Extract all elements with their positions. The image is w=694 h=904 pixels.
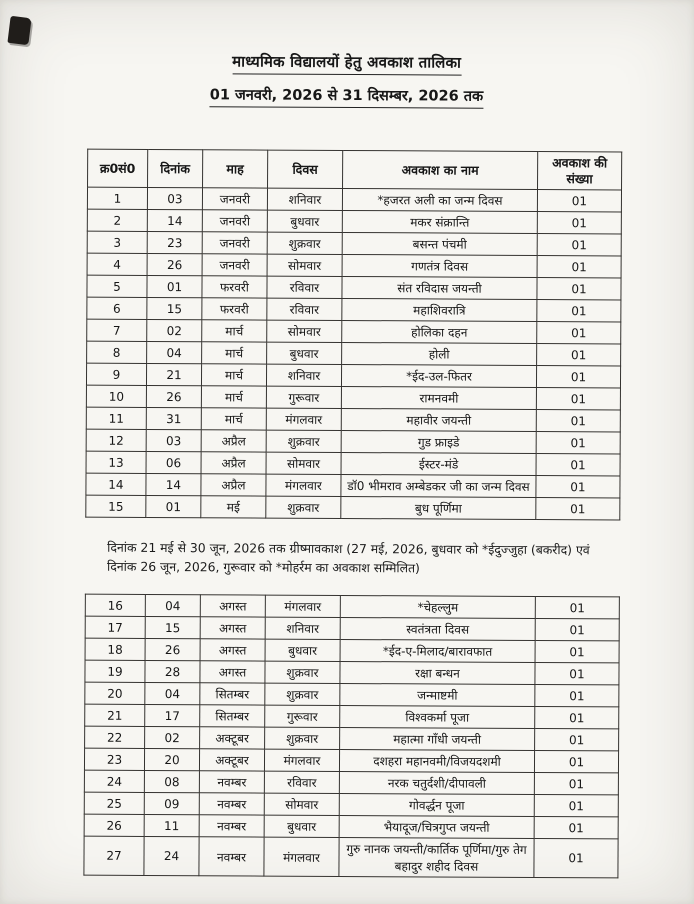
holiday-row xyxy=(87,209,621,234)
holiday-name-cell: होली xyxy=(342,342,537,365)
count-cell: 01 xyxy=(534,751,618,773)
month-cell: अप्रैल xyxy=(201,452,266,474)
holiday-name-cell: नरक चतुर्दशी/दीपावली xyxy=(339,772,534,795)
month-cell: जनवरी xyxy=(202,254,267,276)
month-cell: अगस्त xyxy=(200,661,265,683)
serial-cell: 2 xyxy=(87,209,147,231)
holiday-name-cell: *ईद-उल-फितर xyxy=(341,364,536,387)
month-cell: नवम्बर xyxy=(199,837,264,876)
date-cell: 21 xyxy=(146,363,201,385)
header-row xyxy=(88,149,622,190)
serial-cell: 15 xyxy=(86,495,146,517)
count-cell: 01 xyxy=(536,365,620,387)
serial-cell: 7 xyxy=(87,319,147,341)
count-cell: 01 xyxy=(537,233,621,255)
count-cell: 01 xyxy=(536,431,620,453)
serial-cell: 26 xyxy=(84,815,144,837)
month-cell: अक्टूबर xyxy=(200,727,265,749)
holiday-row xyxy=(87,187,621,212)
day-cell: रविवार xyxy=(267,298,342,320)
holiday-row xyxy=(87,253,621,278)
day-cell: शुक्रवार xyxy=(266,496,341,518)
holiday-name-cell: विश्वकर्मा पूजा xyxy=(340,706,535,729)
day-cell: बुधवार xyxy=(264,816,339,838)
holiday-name-cell: स्वतंत्रता दिवस xyxy=(340,618,535,641)
serial-cell: 24 xyxy=(84,771,144,793)
day-cell: सोमवार xyxy=(266,452,341,474)
month-cell: सितम्बर xyxy=(200,705,265,727)
serial-cell: 1 xyxy=(87,187,147,209)
document-subtitle: 01 जनवरी, 2026 से 31 दिसम्बर, 2026 तक xyxy=(0,76,694,110)
holiday-name-cell: ईस्टर-मंडे xyxy=(341,452,536,475)
holiday-name-cell: बुध पूर्णिमा xyxy=(341,496,536,519)
count-cell: 01 xyxy=(535,685,619,707)
holiday-row xyxy=(84,771,618,796)
holiday-row xyxy=(87,231,621,256)
day-cell: शुक्रवार xyxy=(265,728,340,750)
holiday-name-cell: गुरु नानक जयन्ती/कार्तिक पूर्णिमा/गुरु तेग बहादुर शहीद दिवस xyxy=(339,838,534,878)
day-cell: शुक्रवार xyxy=(265,684,340,706)
holiday-table-part2 xyxy=(83,594,619,879)
count-cell: 01 xyxy=(536,453,620,475)
count-cell: 01 xyxy=(536,387,620,409)
serial-cell: 16 xyxy=(85,595,145,617)
serial-cell: 21 xyxy=(85,705,145,727)
month-cell: मार्च xyxy=(201,386,266,408)
date-cell: 01 xyxy=(147,275,202,297)
day-cell: गुरूवार xyxy=(265,706,340,728)
date-cell: 14 xyxy=(147,209,202,231)
holiday-row xyxy=(85,595,619,620)
month-cell: अगस्त xyxy=(200,639,265,661)
holiday-name-cell: *चेहल्लुम xyxy=(340,596,535,619)
date-cell: 17 xyxy=(145,705,200,727)
day-cell: मंगलवार xyxy=(264,750,339,772)
holiday-table-header xyxy=(88,149,622,190)
date-cell: 24 xyxy=(144,837,199,876)
month-cell: जनवरी xyxy=(202,232,267,254)
holiday-row xyxy=(86,473,620,498)
date-cell: 02 xyxy=(145,727,200,749)
holiday-name-cell: *हजरत अली का जन्म दिवस xyxy=(342,188,537,211)
count-cell: 01 xyxy=(537,190,621,212)
count-cell: 01 xyxy=(534,795,618,817)
summer-vacation-note: दिनांक 21 मई से 30 जून, 2026 तक ग्रीष्मावकाश (27 मई, 2026, बुधवार को *ईदुज्जुहा (बकरीद) एवं दिनांक 26 जून, 2026, गुरूवार को *मोहर्रम का अवकाश सम्मिलित) xyxy=(106,539,590,576)
date-cell: 26 xyxy=(145,639,200,661)
day-cell: शुक्रवार xyxy=(266,430,341,452)
day-cell: शुक्रवार xyxy=(265,662,340,684)
holiday-row xyxy=(84,793,618,818)
day-cell: शनिवार xyxy=(265,618,340,640)
holiday-rows-part2 xyxy=(84,595,619,879)
date-cell: 26 xyxy=(146,385,201,407)
serial-cell: 27 xyxy=(84,837,144,876)
month-cell: मई xyxy=(201,496,266,518)
date-cell: 11 xyxy=(144,815,199,837)
month-cell: जनवरी xyxy=(202,210,267,232)
count-cell: 01 xyxy=(535,641,619,663)
holiday-row xyxy=(84,749,618,774)
holiday-rows-part1 xyxy=(86,187,622,520)
holiday-row xyxy=(85,617,619,642)
holiday-row xyxy=(85,639,619,664)
serial-cell: 4 xyxy=(87,253,147,275)
holiday-row xyxy=(87,297,621,322)
holiday-name-cell: महात्मा गाँधी जयन्ती xyxy=(340,728,535,751)
serial-cell: 17 xyxy=(85,617,145,639)
day-cell: मंगलवार xyxy=(265,596,340,618)
date-cell: 04 xyxy=(147,341,202,363)
day-cell: बुधवार xyxy=(267,342,342,364)
count-cell: 01 xyxy=(535,597,619,619)
holiday-name-cell: गुड फ्राइडे xyxy=(341,430,536,453)
holiday-name-cell: मकर संक्रान्ति xyxy=(342,210,537,233)
holiday-name-cell: महावीर जयन्ती xyxy=(341,408,536,431)
day-cell: बुधवार xyxy=(265,640,340,662)
day-cell: मंगलवार xyxy=(266,408,341,430)
serial-cell: 19 xyxy=(85,661,145,683)
date-cell: 26 xyxy=(147,253,202,275)
day-cell: मंगलवार xyxy=(266,474,341,496)
month-cell: फरवरी xyxy=(202,298,267,320)
header-date: दिनांक xyxy=(148,149,203,187)
month-cell: अगस्त xyxy=(200,595,265,617)
document-title: माध्यमिक विद्यालयों हेतु अवकाश तालिका xyxy=(232,51,461,75)
date-cell: 01 xyxy=(146,495,201,517)
month-cell: सितम्बर xyxy=(200,683,265,705)
holiday-row xyxy=(86,363,620,388)
serial-cell: 22 xyxy=(85,727,145,749)
month-cell: मार्च xyxy=(201,408,266,430)
count-cell: 01 xyxy=(534,773,618,795)
holiday-name-cell: भैयादूज/चित्रगुप्त जयन्ती xyxy=(339,816,534,839)
header-serial: क्र0सं0 xyxy=(88,149,148,187)
day-cell: शुक्रवार xyxy=(267,232,342,254)
header-month: माह xyxy=(203,150,268,188)
date-cell: 08 xyxy=(144,771,199,793)
serial-cell: 12 xyxy=(86,429,146,451)
date-cell: 15 xyxy=(147,297,202,319)
title-block xyxy=(0,50,694,110)
date-cell: 28 xyxy=(145,661,200,683)
serial-cell: 25 xyxy=(84,793,144,815)
serial-cell: 8 xyxy=(87,341,147,363)
holiday-name-cell: रामनवमी xyxy=(341,386,536,409)
holiday-row xyxy=(85,683,619,708)
holiday-row xyxy=(86,495,620,520)
holiday-row xyxy=(87,341,621,366)
date-cell: 09 xyxy=(144,793,199,815)
month-cell: अगस्त xyxy=(200,617,265,639)
day-cell: बुधवार xyxy=(267,210,342,232)
day-cell: सोमवार xyxy=(267,320,342,342)
serial-cell: 10 xyxy=(86,385,146,407)
holiday-row xyxy=(85,661,619,686)
holiday-row xyxy=(84,837,618,879)
holiday-row xyxy=(86,429,620,454)
holiday-name-cell: गणतंत्र दिवस xyxy=(342,254,537,277)
holiday-table-part1 xyxy=(85,149,622,521)
date-cell: 23 xyxy=(147,231,202,253)
serial-cell: 5 xyxy=(87,275,147,297)
month-cell: मार्च xyxy=(201,364,266,386)
holiday-row xyxy=(86,385,620,410)
month-cell: अप्रैल xyxy=(201,430,266,452)
date-cell: 02 xyxy=(147,319,202,341)
header-holiday-name: अवकाश का नाम xyxy=(343,150,538,189)
count-cell: 01 xyxy=(537,343,621,365)
month-cell: अक्टूबर xyxy=(199,749,264,771)
count-cell: 01 xyxy=(537,277,621,299)
holiday-name-cell: महाशिवरात्रि xyxy=(342,298,537,321)
day-cell: मंगलवार xyxy=(264,838,339,877)
serial-cell: 11 xyxy=(86,407,146,429)
day-cell: शनिवार xyxy=(267,188,342,210)
date-cell: 03 xyxy=(146,429,201,451)
holiday-row xyxy=(87,275,621,300)
holiday-name-cell: बसन्त पंचमी xyxy=(342,232,537,255)
holiday-name-cell: होलिका दहन xyxy=(342,320,537,343)
holiday-name-cell: जन्माष्टमी xyxy=(340,684,535,707)
holiday-name-cell: संत रविदास जयन्ती xyxy=(342,276,537,299)
day-cell: सोमवार xyxy=(264,794,339,816)
count-cell: 01 xyxy=(536,475,620,497)
month-cell: जनवरी xyxy=(202,188,267,210)
month-cell: नवम्बर xyxy=(199,793,264,815)
holiday-name-cell: *ईद-ए-मिलाद/बारावफात xyxy=(340,640,535,663)
holiday-name-cell: रक्षा बन्धन xyxy=(340,662,535,685)
day-cell: रविवार xyxy=(264,772,339,794)
holiday-row xyxy=(85,727,619,752)
holiday-name-cell: दशहरा महानवमी/विजयदशमी xyxy=(339,750,534,773)
count-cell: 01 xyxy=(535,663,619,685)
date-cell: 14 xyxy=(146,473,201,495)
count-cell: 01 xyxy=(535,729,619,751)
count-cell: 01 xyxy=(536,497,620,519)
count-cell: 01 xyxy=(536,409,620,431)
day-cell: सोमवार xyxy=(267,254,342,276)
header-holiday-count: अवकाश की संख्या xyxy=(538,152,622,190)
month-cell: मार्च xyxy=(202,320,267,342)
date-cell: 20 xyxy=(144,749,199,771)
month-cell: फरवरी xyxy=(202,276,267,298)
date-cell: 04 xyxy=(145,683,200,705)
count-cell: 01 xyxy=(537,211,621,233)
serial-cell: 14 xyxy=(86,473,146,495)
holiday-name-cell: गोवर्द्धन पूजा xyxy=(339,794,534,817)
header-day: दिवस xyxy=(268,150,343,188)
date-cell: 04 xyxy=(145,595,200,617)
date-cell: 03 xyxy=(147,187,202,209)
serial-cell: 20 xyxy=(85,683,145,705)
serial-cell: 23 xyxy=(84,749,144,771)
serial-cell: 18 xyxy=(85,639,145,661)
holiday-row xyxy=(86,407,620,432)
count-cell: 01 xyxy=(535,707,619,729)
count-cell: 01 xyxy=(537,255,621,277)
day-cell: गुरूवार xyxy=(266,386,341,408)
date-cell: 15 xyxy=(145,617,200,639)
serial-cell: 6 xyxy=(87,297,147,319)
month-cell: मार्च xyxy=(202,342,267,364)
holiday-row xyxy=(87,319,621,344)
holiday-row xyxy=(84,815,618,840)
serial-cell: 3 xyxy=(87,231,147,253)
count-cell: 01 xyxy=(534,817,618,839)
count-cell: 01 xyxy=(537,321,621,343)
date-cell: 06 xyxy=(146,451,201,473)
serial-cell: 13 xyxy=(86,451,146,473)
holiday-row xyxy=(85,705,619,730)
serial-cell: 9 xyxy=(86,363,146,385)
month-cell: नवम्बर xyxy=(199,771,264,793)
day-cell: रविवार xyxy=(267,276,342,298)
count-cell: 01 xyxy=(535,619,619,641)
month-cell: अप्रैल xyxy=(201,474,266,496)
day-cell: शनिवार xyxy=(266,364,341,386)
holiday-name-cell: डॉ0 भीमराव अम्बेडकर जी का जन्म दिवस xyxy=(341,474,536,497)
count-cell: 01 xyxy=(534,839,618,878)
month-cell: नवम्बर xyxy=(199,815,264,837)
holiday-row xyxy=(86,451,620,476)
date-cell: 31 xyxy=(146,407,201,429)
count-cell: 01 xyxy=(537,299,621,321)
